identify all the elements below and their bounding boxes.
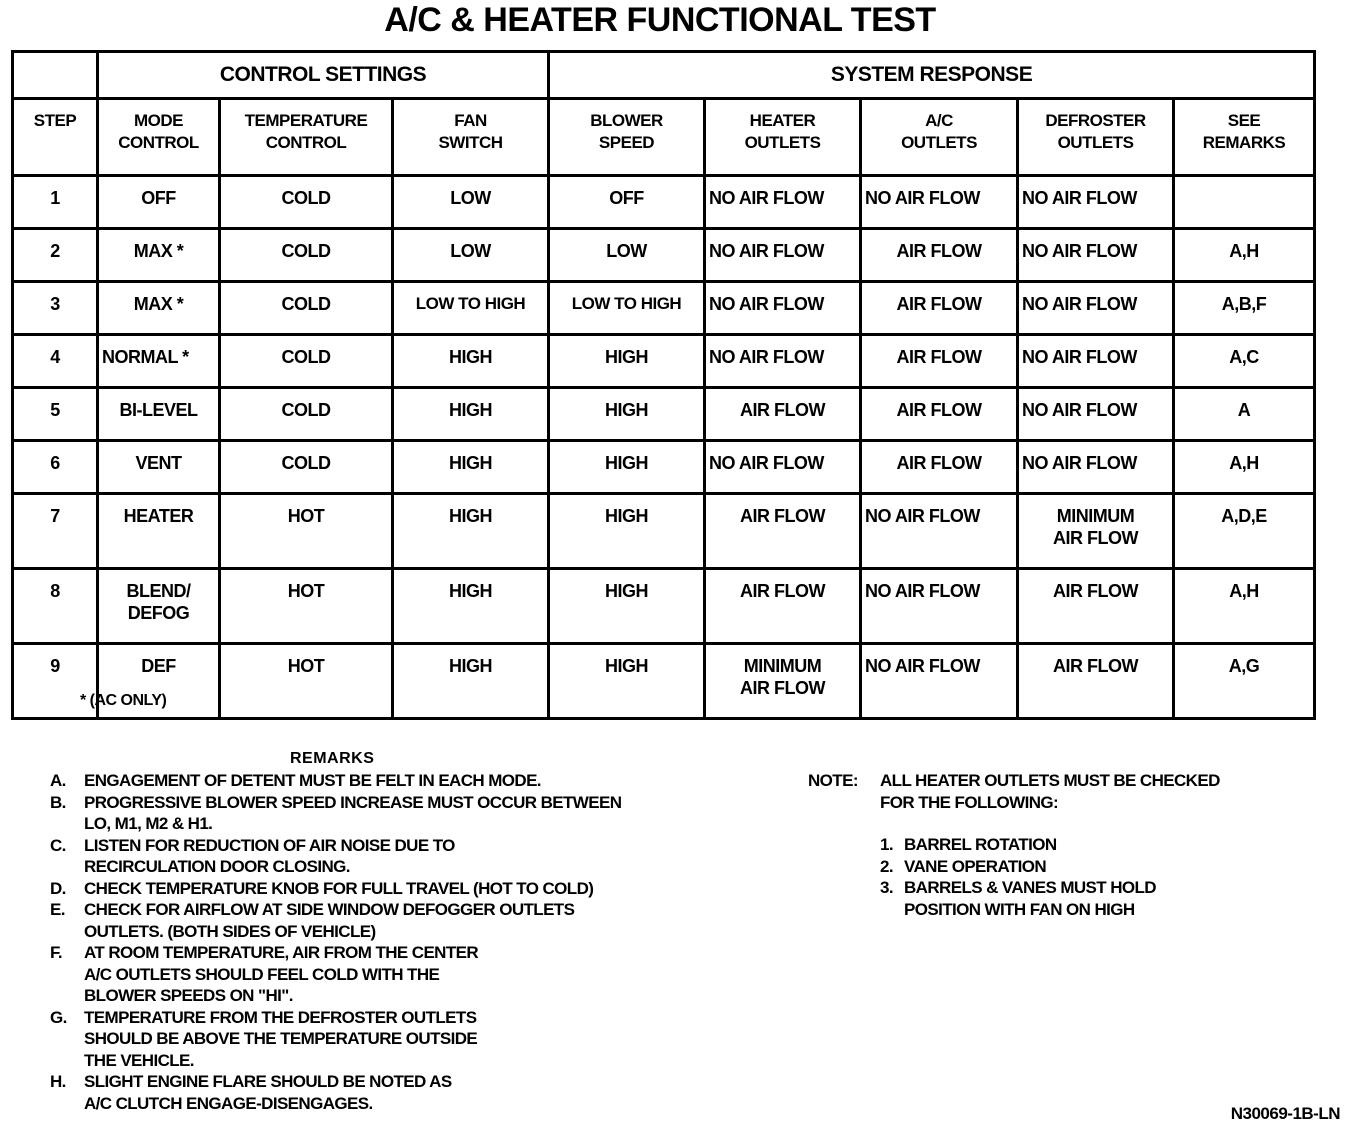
table-cell: NO AIR FLOW (705, 229, 861, 282)
remark-letter: D. (50, 878, 66, 898)
table-cell: OFF (549, 176, 705, 229)
note-text: ALL HEATER OUTLETS MUST BE CHECKED FOR THE FOLLOWING: (880, 771, 1220, 812)
note-item (880, 877, 1300, 920)
remark-text: LISTEN FOR REDUCTION OF AIR NOISE DUE TO RECIRCULATION DOOR CLOSING. (84, 835, 455, 876)
note-items-list (880, 834, 1300, 920)
note-item-text: BARRELS & VANES MUST HOLD POSITION WITH FAN ON HIGH (904, 878, 1156, 919)
table-cell: HIGH (393, 494, 549, 569)
table-cell: COLD (220, 229, 393, 282)
table-cell: A,G (1174, 644, 1315, 719)
table-row (13, 388, 1315, 441)
remark-text: SLIGHT ENGINE FLARE SHOULD BE NOTED AS A/C CLUTCH ENGAGE-DISENGAGES. (84, 1072, 452, 1113)
remark-item (50, 1071, 750, 1114)
table-cell: LOW TO HIGH (393, 282, 549, 335)
remark-text: PROGRESSIVE BLOWER SPEED INCREASE MUST OCCUR BETWEEN LO, M1, M2 & H1. (84, 792, 622, 833)
remark-letter: A. (50, 771, 66, 790)
table-cell: HIGH (393, 644, 549, 719)
table-cell: HOT (220, 644, 393, 719)
table-cell: LOW (549, 229, 705, 282)
table-cell: NO AIR FLOW (705, 441, 861, 494)
remark-text: AT ROOM TEMPERATURE, AIR FROM THE CENTER A/C OUTLETS SHOULD FEEL COLD WITH THE BLOWER SPEEDS ON "HI". (84, 943, 479, 1005)
note-item-text: BARREL ROTATION (904, 835, 1057, 854)
column-header: MODE CONTROL (98, 99, 220, 176)
functional-test-table (11, 50, 1316, 720)
table-cell: COLD (220, 441, 393, 494)
table-cell: A,B,F (1174, 282, 1315, 335)
table-cell: NO AIR FLOW (861, 176, 1018, 229)
note-item (880, 834, 1300, 856)
page-title: A/C & HEATER FUNCTIONAL TEST (384, 1, 936, 39)
remark-letter: F. (50, 943, 63, 962)
remark-item (50, 942, 750, 1007)
table-cell: NO AIR FLOW (705, 335, 861, 388)
table-cell: AIR FLOW (705, 569, 861, 644)
table-cell: COLD (220, 388, 393, 441)
table-cell: AIR FLOW (861, 335, 1018, 388)
table-cell: NO AIR FLOW (1018, 335, 1174, 388)
remarks-title: REMARKS (290, 750, 375, 767)
table-cell: NO AIR FLOW (1018, 282, 1174, 335)
table-row (13, 441, 1315, 494)
table-cell: A (1174, 388, 1315, 441)
table-cell: HIGH (393, 441, 549, 494)
table-cell: 5 (13, 388, 98, 441)
ac-only-footnote: * (AC ONLY) (80, 692, 167, 709)
table-cell: HIGH (549, 494, 705, 569)
remark-item (50, 899, 750, 942)
table-cell: A,H (1174, 569, 1315, 644)
table-cell: HIGH (393, 388, 549, 441)
table-cell: 7 (13, 494, 98, 569)
table-cell: NO AIR FLOW (705, 282, 861, 335)
table-cell: AIR FLOW (861, 229, 1018, 282)
table-cell: LOW (393, 229, 549, 282)
table-cell: HIGH (393, 335, 549, 388)
table-cell: BI-LEVEL (98, 388, 220, 441)
table-cell: HEATER (98, 494, 220, 569)
remarks-list (50, 770, 750, 1114)
note-item-number: 2. (880, 856, 893, 876)
table-cell: AIR FLOW (705, 388, 861, 441)
table-row (13, 229, 1315, 282)
table-cell: HOT (220, 569, 393, 644)
table-cell: HIGH (549, 441, 705, 494)
group-header-system-response: SYSTEM RESPONSE (549, 52, 1315, 99)
table-row (13, 644, 1315, 719)
table-cell: 6 (13, 441, 98, 494)
note-item-text: VANE OPERATION (904, 856, 1047, 876)
table-cell: VENT (98, 441, 220, 494)
table-cell: 9 (13, 644, 98, 719)
remark-item (50, 835, 750, 878)
table-cell: COLD (220, 282, 393, 335)
remark-item (50, 792, 750, 835)
table-cell: NO AIR FLOW (861, 644, 1018, 719)
table-cell: AIR FLOW (705, 494, 861, 569)
remark-letter: B. (50, 792, 66, 812)
table-cell: MINIMUM AIR FLOW (705, 644, 861, 719)
group-header-empty (13, 52, 98, 99)
table-cell: A,D,E (1174, 494, 1315, 569)
table-cell: 1 (13, 176, 98, 229)
remark-text: CHECK TEMPERATURE KNOB FOR FULL TRAVEL (HOT TO COLD) (84, 878, 594, 898)
table-cell: OFF (98, 176, 220, 229)
table-cell: COLD (220, 176, 393, 229)
table-cell: NO AIR FLOW (1018, 388, 1174, 441)
column-header-row (13, 99, 1315, 176)
table-cell (1174, 176, 1315, 229)
group-header-row (13, 52, 1315, 99)
note-label: NOTE: (808, 771, 858, 790)
table-row (13, 282, 1315, 335)
remark-letter: G. (50, 1007, 67, 1027)
table-cell: NO AIR FLOW (1018, 176, 1174, 229)
table-cell: HIGH (549, 335, 705, 388)
table-cell: NO AIR FLOW (1018, 229, 1174, 282)
table-cell: NO AIR FLOW (1018, 441, 1174, 494)
table-row (13, 569, 1315, 644)
table-cell: HIGH (393, 569, 549, 644)
column-header: HEATER OUTLETS (705, 99, 861, 176)
table-cell: HIGH (549, 569, 705, 644)
remark-text: ENGAGEMENT OF DETENT MUST BE FELT IN EACH MODE. (84, 771, 541, 790)
table-cell: AIR FLOW (861, 441, 1018, 494)
table-cell: BLEND/ DEFOG (98, 569, 220, 644)
column-header: FAN SWITCH (393, 99, 549, 176)
table-cell: NO AIR FLOW (705, 176, 861, 229)
table-cell: HIGH (549, 388, 705, 441)
table-cell: A,C (1174, 335, 1315, 388)
table-cell: NO AIR FLOW (861, 569, 1018, 644)
column-header: STEP (13, 99, 98, 176)
table-cell: AIR FLOW (1018, 644, 1174, 719)
note-item (880, 856, 1300, 878)
column-header: BLOWER SPEED (549, 99, 705, 176)
table-cell: 8 (13, 569, 98, 644)
table-cell: COLD (220, 335, 393, 388)
column-header: SEE REMARKS (1174, 99, 1315, 176)
table-cell: AIR FLOW (861, 282, 1018, 335)
table-cell: HIGH (549, 644, 705, 719)
table-row (13, 494, 1315, 569)
table-cell: AIR FLOW (861, 388, 1018, 441)
table-cell: MAX * (98, 282, 220, 335)
remark-text: TEMPERATURE FROM THE DEFROSTER OUTLETS SHOULD BE ABOVE THE TEMPERATURE OUTSIDE THE VEHICLE. (84, 1007, 478, 1070)
remark-letter: H. (50, 1072, 66, 1091)
table-cell: A,H (1174, 229, 1315, 282)
table-cell: HOT (220, 494, 393, 569)
remark-item (50, 878, 750, 900)
column-header: DEFROSTER OUTLETS (1018, 99, 1174, 176)
table-cell: LOW (393, 176, 549, 229)
table-cell: LOW TO HIGH (549, 282, 705, 335)
table-cell: NO AIR FLOW (861, 494, 1018, 569)
table-cell: A,H (1174, 441, 1315, 494)
remark-item (50, 770, 750, 792)
table-cell: DEF (98, 644, 220, 719)
note-item-number: 1. (880, 835, 893, 854)
remark-letter: E. (50, 900, 65, 919)
table-cell: AIR FLOW (1018, 569, 1174, 644)
table-cell: 4 (13, 335, 98, 388)
table-cell: MINIMUM AIR FLOW (1018, 494, 1174, 569)
table-row (13, 335, 1315, 388)
table-cell: NORMAL * (98, 335, 220, 388)
table-row (13, 176, 1315, 229)
figure-code: N30069-1B-LN (1230, 1104, 1340, 1123)
remark-text: CHECK FOR AIRFLOW AT SIDE WINDOW DEFOGGER OUTLETS OUTLETS. (BOTH SIDES OF VEHICLE) (84, 900, 575, 941)
table-cell: MAX * (98, 229, 220, 282)
note-item-number: 3. (880, 878, 893, 897)
group-header-control-settings: CONTROL SETTINGS (98, 52, 549, 99)
remark-item (50, 1007, 750, 1072)
remark-letter: C. (50, 835, 66, 855)
table-cell: 2 (13, 229, 98, 282)
column-header: TEMPERATURE CONTROL (220, 99, 393, 176)
column-header: A/C OUTLETS (861, 99, 1018, 176)
table-cell: 3 (13, 282, 98, 335)
